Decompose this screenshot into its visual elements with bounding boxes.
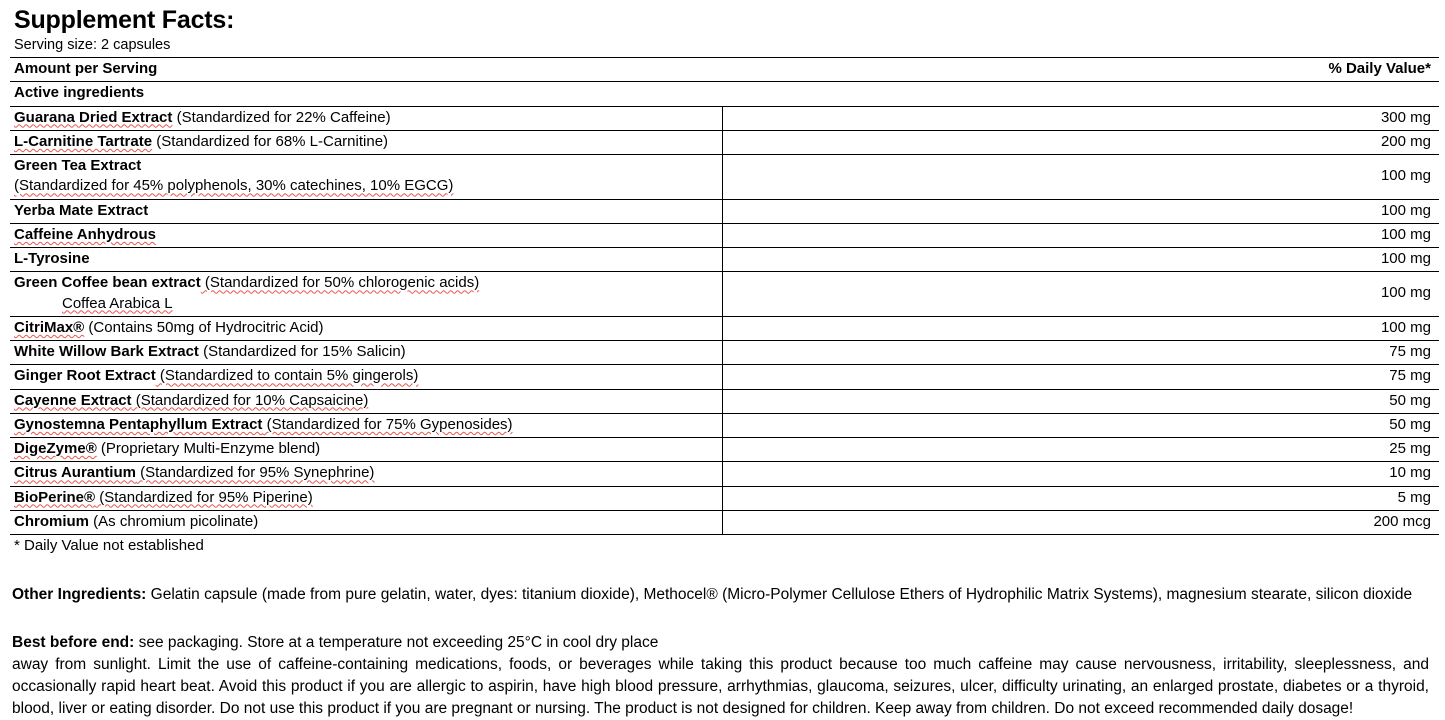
ingredient-amount: 200 mg <box>722 130 1439 154</box>
table-header-row <box>10 58 1439 82</box>
ingredient-name-cell <box>10 486 722 510</box>
ingredient-name-cell <box>10 365 722 389</box>
ingredient-name: Cayenne Extract <box>14 391 132 409</box>
ingredient-detail: (Standardized to contain 5% gingerols) <box>155 367 419 385</box>
ingredient-amount: 200 mcg <box>722 510 1439 534</box>
ingredient-species: Coffea Arabica L <box>62 294 173 312</box>
ingredient-amount: 300 mg <box>722 106 1439 130</box>
ingredient-detail: (Standardized for 95% Piperine) <box>95 488 313 506</box>
ingredient-name-cell <box>10 438 722 462</box>
ingredient-detail: (Standardized for 75% Gypenosides) <box>262 415 513 433</box>
ingredient-amount: 100 mg <box>722 272 1439 317</box>
table-row <box>10 199 1439 223</box>
ingredient-amount: 100 mg <box>722 316 1439 340</box>
table-row <box>10 438 1439 462</box>
table-row <box>10 316 1439 340</box>
ingredient-name-cell <box>10 248 722 272</box>
table-row <box>10 223 1439 247</box>
ingredient-amount: 10 mg <box>722 462 1439 486</box>
table-row <box>10 248 1439 272</box>
ingredient-detail: (Standardized for 10% Capsaicine) <box>131 391 369 409</box>
ingredient-detail: (Standardized for 50% chlorogenic acids) <box>200 274 480 292</box>
ingredient-name: Caffeine Anhydrous <box>14 225 156 243</box>
ingredient-amount: 75 mg <box>722 341 1439 365</box>
ingredient-name: Chromium <box>14 512 89 530</box>
section-label-spacer <box>722 82 1439 106</box>
ingredient-name: Yerba Mate Extract <box>14 201 149 219</box>
section-label-row <box>10 82 1439 106</box>
other-ingredients-block <box>12 584 1429 606</box>
ingredient-name-cell <box>10 510 722 534</box>
best-before-text: see packaging. Store at a temperature not exceeding 25°C in cool dry place <box>134 634 659 652</box>
ingredient-amount: 100 mg <box>722 155 1439 200</box>
ingredient-name: BioPerine® <box>14 488 96 506</box>
ingredient-amount: 100 mg <box>722 199 1439 223</box>
ingredient-name: Ginger Root Extract <box>14 367 156 385</box>
table-row <box>10 365 1439 389</box>
supplement-facts-table <box>10 57 1439 558</box>
ingredient-detail: (Proprietary Multi-Enzyme blend) <box>96 440 321 457</box>
ingredient-detail: (Contains 50mg of Hydrocitric Acid) <box>84 318 324 336</box>
ingredient-name: White Willow Bark Extract <box>14 343 199 360</box>
ingredient-name: Guarana Dried Extract <box>14 108 173 126</box>
table-row <box>10 510 1439 534</box>
daily-value-footnote: * Daily Value not established <box>14 537 204 554</box>
page-title: Supplement Facts: <box>14 6 235 34</box>
ingredient-name-cell <box>10 316 722 340</box>
ingredient-name: CitriMax® <box>14 318 85 336</box>
ingredient-detail: (Standardized for 95% Synephrine) <box>135 464 375 482</box>
table-row <box>10 413 1439 437</box>
ingredient-detail: (Standardized for 15% Salicin) <box>198 343 406 360</box>
ingredient-name-cell <box>10 106 722 130</box>
ingredient-name: L-Carnitine Tartrate <box>14 132 153 150</box>
ingredient-name-cell <box>10 130 722 154</box>
column-header-daily-value: % Daily Value* <box>722 58 1439 82</box>
ingredient-amount: 75 mg <box>722 365 1439 389</box>
ingredient-name-cell <box>10 272 722 317</box>
ingredient-name-cell <box>10 155 722 200</box>
ingredient-detail-second-line: (Standardized for 45% polyphenols, 30% catechines, 10% EGCG) <box>14 177 454 195</box>
table-row <box>10 130 1439 154</box>
ingredient-name-cell <box>10 199 722 223</box>
best-before-block <box>12 632 1429 720</box>
table-row <box>10 486 1439 510</box>
footnote-row <box>10 535 1439 559</box>
table-row <box>10 389 1439 413</box>
serving-size: Serving size: 2 capsules <box>14 37 171 53</box>
table-row <box>10 155 1439 200</box>
ingredient-name: Gynostemna Pentaphyllum Extract <box>14 415 263 433</box>
best-before-line <box>12 632 1429 654</box>
ingredient-name: Green Coffee bean extract <box>14 274 201 292</box>
ingredient-name-cell <box>10 462 722 486</box>
table-row <box>10 341 1439 365</box>
ingredient-amount: 50 mg <box>722 413 1439 437</box>
ingredient-name-cell <box>10 341 722 365</box>
warning-text: away from sunlight. Limit the use of caffeine-containing medications, foods, or beverages while taking this product because too much caffeine may cause nervousness, irritability, sleeplessness, and occasionally rapid heart beat. Avoid this product if you are allergic to aspirin, have high blood pressure, arrhythmias, glaucoma, seizures, ulcer, difficulty urinating, an enlarged prostate, diabetes or a thyroid, blood, liver or eating disorder. Do not use this product if you are pregnant or nursing. The product is not designed for children. Keep away from children. Do not exceed recommended daily dosage! <box>12 656 1429 718</box>
section-label-active-ingredients: Active ingredients <box>10 82 722 106</box>
other-ingredients-label: Other Ingredients: <box>12 586 147 604</box>
ingredient-amount: 100 mg <box>722 223 1439 247</box>
ingredient-name: Green Tea Extract <box>14 157 142 174</box>
ingredient-amount: 25 mg <box>722 438 1439 462</box>
table-row <box>10 106 1439 130</box>
ingredient-name: L-Tyrosine <box>14 250 90 267</box>
table-row <box>10 462 1439 486</box>
ingredient-amount: 5 mg <box>722 486 1439 510</box>
ingredient-detail: (As chromium picolinate) <box>89 512 259 530</box>
ingredient-detail: (Standardized for 22% Caffeine) <box>172 108 391 126</box>
column-header-amount: Amount per Serving <box>10 58 722 82</box>
ingredient-name: DigeZyme® <box>14 440 97 457</box>
ingredient-name-cell <box>10 223 722 247</box>
ingredient-name-cell <box>10 389 722 413</box>
ingredient-name: Citrus Aurantium <box>14 464 136 482</box>
ingredient-detail: (Standardized for 68% L-Carnitine) <box>152 132 389 150</box>
ingredient-name-cell <box>10 413 722 437</box>
best-before-label: Best before end: <box>12 634 135 652</box>
other-ingredients-text: Gelatin capsule (made from pure gelatin, water, dyes: titanium dioxide), Methocel® (Micro-Polymer Cellulose Ethers of Hydrophilic Matrix Systems), magnesium stearate, silicon dioxide <box>146 586 1413 604</box>
ingredient-amount: 50 mg <box>722 389 1439 413</box>
table-row <box>10 272 1439 317</box>
ingredient-amount: 100 mg <box>722 248 1439 272</box>
